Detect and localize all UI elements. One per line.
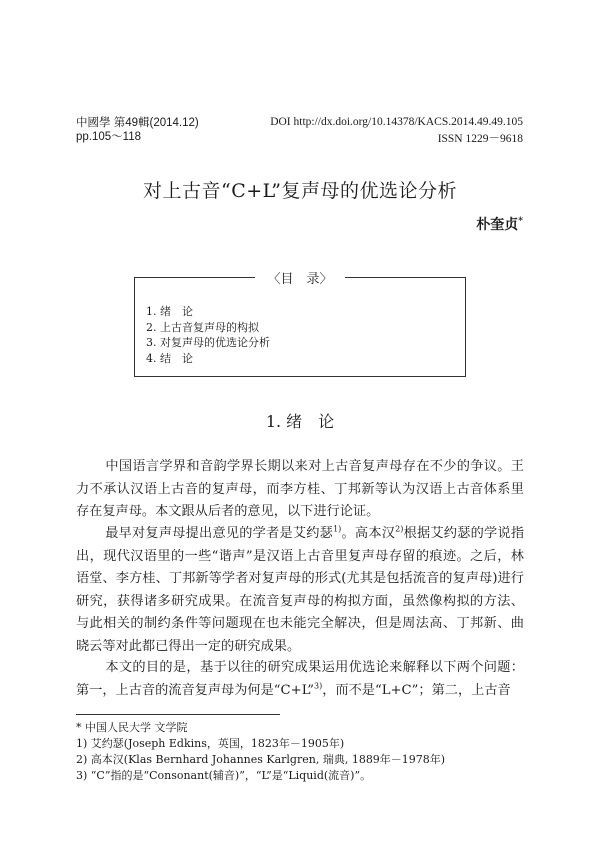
paragraph-text: ，而不是“L+C”；第二，上古音 [322, 682, 511, 698]
paragraph-text: 。高本汉 [341, 526, 396, 541]
toc-list [146, 304, 270, 366]
footnote-ref[interactable]: 2) [395, 524, 404, 534]
paragraph-text: 最早对复声母提出意见的学者是艾约瑟 [105, 526, 334, 541]
author-footnote-mark: * [518, 216, 523, 227]
doi-link[interactable]: DOI http://dx.doi.org/10.14378/KACS.2014.49.49.105 [270, 116, 523, 128]
issn: ISSN 1229－9618 [437, 133, 523, 145]
toc-heading: 〈目 录〉 [267, 272, 333, 287]
footnote-ref[interactable]: 3) [314, 681, 323, 691]
footnote: 1) 艾约瑟(Joseph Edkins，英国，1823年－1905年) [76, 737, 345, 750]
footnote: 2) 高本汉(Klas Bernhard Johannes Karlgren, 瑞典, 1889年－1978年) [76, 753, 446, 766]
section-heading: 1. 绪 论 [265, 412, 335, 431]
body-paragraph [76, 523, 524, 658]
body-paragraph [76, 657, 524, 702]
page-range: pp.105～118 [76, 131, 142, 143]
toc-item[interactable]: 1. 绪 论 [146, 305, 193, 318]
paragraph-text: 本文的目的是，基于以往的研究成果运用优选论来解释以下两个问题：第一，上古音的流音复声母为何是“C+L” [76, 660, 524, 698]
footnote-ref[interactable]: 1) [333, 524, 342, 534]
toc-item[interactable]: 2. 上古音复声母的构拟 [146, 320, 259, 334]
toc-border-right [345, 277, 466, 278]
footnote: * 中国人民大学 文学院 [76, 721, 188, 734]
paper-title: 对上古音“C+L”复声母的优选论分析 [143, 180, 457, 202]
body-paragraph [76, 456, 524, 524]
footnote: 3) “C”指的是“Consonant(辅音)”，“L”是“Liquid(流音)”。 [76, 769, 372, 782]
journal-info: 中國學 第49輯(2014.12) [76, 117, 199, 129]
toc-item[interactable]: 4. 结 论 [146, 351, 193, 365]
author [476, 214, 523, 234]
toc-item[interactable]: 3. 对复声母的优选论分析 [146, 336, 270, 349]
footnote-divider [76, 714, 280, 715]
paragraph-text: 根据艾约瑟的学说指出，现代汉语里的一些“谐声”是汉语上古音里复声母存留的痕迹。之后，林语堂、李方桂、丁邦新等学者对复声母的形式(尤其是包括流音的复声母)进行研究，获得诸多研究成果。在流音复声母的构拟方面，虽然像构拟的方法、与此相关的制约条件等问题现在也未能完全解决，但是周法高、丁邦新、曲晓云等对此都已得出一定的研究成果。 [76, 526, 525, 654]
toc-border-left [134, 277, 255, 278]
author-name: 朴奎贞 [476, 217, 519, 233]
paragraph-text: 中国语言学界和音韵学界长期以来对上古音复声母存在不少的争议。王力不承认汉语上古音的复声母，而李方桂、丁邦新等认为汉语上古音体系里存在复声母。本文跟从后者的意见，以下进行论证。 [76, 459, 524, 519]
